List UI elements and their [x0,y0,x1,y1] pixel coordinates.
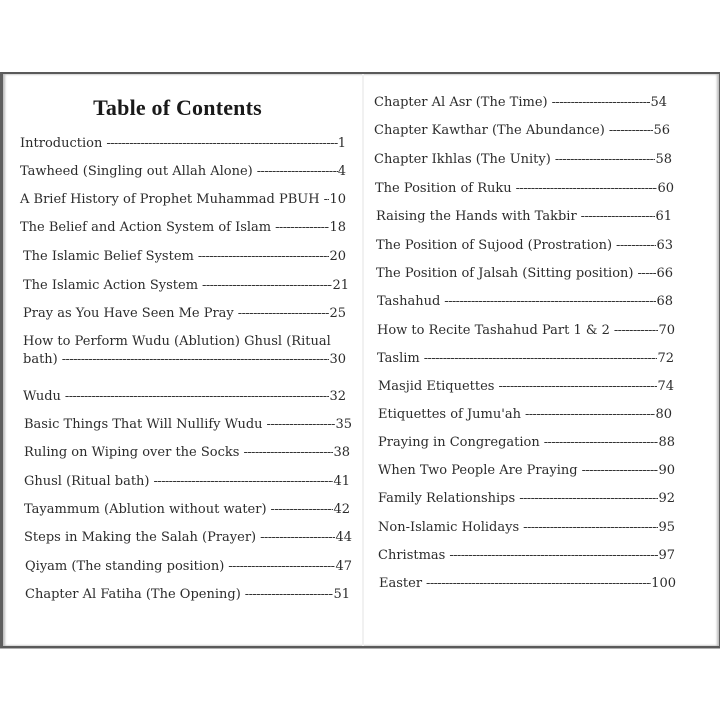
dot-leader [516,180,658,198]
toc-entry-page: 10 [329,192,346,207]
toc-entry-label-line2: bath) [23,352,58,367]
dot-leader [609,122,654,140]
toc-entry [24,529,352,547]
toc-entry-page: 68 [656,294,673,309]
toc-entry [375,180,674,198]
toc-entry-page: 80 [655,407,672,422]
dot-leader [202,277,332,295]
toc-entry-label: The Belief and Action System of Islam [20,220,272,235]
toc-entry [377,350,674,368]
toc-entry [25,586,350,604]
toc-entry-page: 47 [335,559,352,574]
toc-entry [376,208,672,226]
toc-entry-label: Easter [379,576,423,591]
toc-entry [378,519,675,537]
dot-leader [257,163,338,181]
toc-entry-label: Wudu [23,389,61,404]
toc-entry [378,378,674,396]
dot-leader [449,547,658,565]
toc-entry-page: 70 [658,323,675,338]
dot-leader [62,351,330,369]
toc-entry [377,322,675,340]
toc-entry-page: 32 [329,389,346,404]
toc-entry [23,277,349,295]
toc-entry-page: 97 [658,548,675,563]
toc-entry-page: 90 [658,463,675,478]
dot-leader [544,434,659,452]
dot-leader [614,322,659,340]
toc-entry [378,547,675,565]
dot-leader [106,135,337,153]
toc-entry-page: 21 [332,278,349,293]
toc-entry-label: Masjid Etiquettes [378,379,495,394]
dot-leader [616,237,656,255]
toc-entry-label: Tashahud [377,294,441,309]
toc-entry-page: 30 [329,352,346,367]
toc-entry-label: When Two People Are Praying [378,463,578,478]
book-gutter [362,74,364,646]
toc-entry-page: 51 [333,587,350,602]
dot-leader [243,444,333,462]
toc-entry-label: The Position of Ruku [375,181,512,196]
toc-entry-label: Etiquettes of Jumu'ah [378,407,521,422]
toc-entry [24,473,350,491]
dot-leader [154,473,334,491]
toc-entry-page: 42 [333,502,350,517]
toc-entry-label: Family Relationships [378,491,516,506]
toc-entry-page: 92 [658,491,675,506]
toc-entry [377,293,673,311]
toc-entry [374,151,672,169]
toc-entry-label: Basic Things That Will Nullify Wudu [24,417,263,432]
toc-entry-page: 100 [651,576,676,591]
dot-leader [275,219,329,237]
toc-entry-page: 44 [335,530,352,545]
toc-entry-page: 4 [337,164,346,179]
toc-entry-label: Tawheed (Singling out Allah Alone) [20,164,253,179]
toc-entry-label: Taslim [377,351,420,366]
dot-leader [444,293,656,311]
dot-leader [267,416,336,434]
dot-leader [271,501,334,519]
dot-leader [523,519,658,537]
toc-entry [24,444,350,462]
toc-entry-page: 18 [329,220,346,235]
toc-entry-label: The Islamic Action System [23,278,199,293]
toc-entry-label: Pray as You Have Seen Me Pray [23,306,234,321]
toc-entry-page: 74 [657,379,674,394]
dot-leader [260,529,335,547]
toc-entry [374,94,667,112]
toc-entry-label: A Brief History of Prophet Muhammad PBUH [20,192,320,207]
toc-entry [379,575,676,593]
toc-entry [376,237,673,255]
toc-entry-page: 1 [337,136,346,151]
dot-leader [552,94,651,112]
toc-entry-page: 95 [658,520,675,535]
toc-entry-page: 25 [329,306,346,321]
dot-leader [581,208,656,226]
toc-entry [378,434,675,452]
toc-entry-page: 41 [333,474,350,489]
toc-entry-label: Christmas [378,548,446,563]
toc-entry [378,406,672,424]
toc-entry-label: Chapter Al Fatiha (The Opening) [25,587,241,602]
toc-entry-label: Ruling on Wiping over the Socks [24,445,240,460]
toc-entry-page: 54 [650,95,667,110]
dot-leader [582,462,659,480]
dot-leader [245,586,334,604]
dot-leader [525,406,655,424]
toc-entry-page: 38 [333,445,350,460]
toc-entry [20,191,346,209]
dot-leader [637,265,656,283]
toc-entry-label: Raising the Hands with Takbir [376,209,577,224]
page-title: Table of Contents [93,95,262,120]
toc-entry [376,265,673,283]
toc-entry-label: Chapter Al Asr (The Time) [374,95,548,110]
dot-leader [498,378,657,396]
book-spread [0,72,720,648]
toc-entry [24,501,350,519]
toc-entry-label: The Position of Sujood (Prostration) [376,238,613,253]
dot-leader [228,558,335,576]
toc-entry-page: 63 [656,238,673,253]
toc-entry-label: Ghusl (Ritual bath) [24,474,150,489]
toc-entry-page: 35 [335,417,352,432]
dot-leader [555,151,656,169]
toc-entry [23,248,346,266]
toc-entry [25,558,352,576]
toc-entry-page: 60 [657,181,674,196]
toc-entry-page: 56 [653,123,670,138]
toc-entry-label: Steps in Making the Salah (Prayer) [24,530,257,545]
toc-entry-continuation [23,351,346,369]
toc-entry-label: Chapter Ikhlas (The Unity) [374,152,551,167]
dot-leader [426,575,651,593]
toc-entry-label: Non-Islamic Holidays [378,520,520,535]
toc-entry-page: 66 [656,266,673,281]
toc-entry-page: 58 [655,152,672,167]
toc-entry-page: 88 [658,435,675,450]
toc-entry [378,490,675,508]
dot-leader [65,388,330,406]
dot-leader [424,350,658,368]
toc-entry [374,122,670,140]
toc-entry-page: 20 [329,249,346,264]
dot-leader [519,490,658,508]
toc-entry-label: The Position of Jalsah (Sitting position) [376,266,634,281]
toc-entry-label: Qiyam (The standing position) [25,559,225,574]
dot-leader [198,248,330,266]
toc-entry [20,219,346,237]
toc-entry-page: 61 [655,209,672,224]
dot-leader [238,305,330,323]
toc-entry [20,135,346,153]
toc-entry-label: The Islamic Belief System [23,249,194,264]
toc-entry [378,462,675,480]
toc-entry [23,388,346,406]
toc-entry [23,305,346,323]
toc-entry-label: Praying in Congregation [378,435,540,450]
toc-entry [20,163,346,181]
toc-entry-label: How to Perform Wudu (Ablution) Ghusl (Ritual [23,334,331,349]
toc-entry-label: Chapter Kawthar (The Abundance) [374,123,605,138]
toc-entry-label: Introduction [20,136,103,151]
toc-entry-label: How to Recite Tashahud Part 1 & 2 [377,323,610,338]
toc-entry-label: Tayammum (Ablution without water) [24,502,267,517]
toc-entry-page: 72 [657,351,674,366]
toc-entry [24,416,352,434]
toc-entry [23,333,346,369]
